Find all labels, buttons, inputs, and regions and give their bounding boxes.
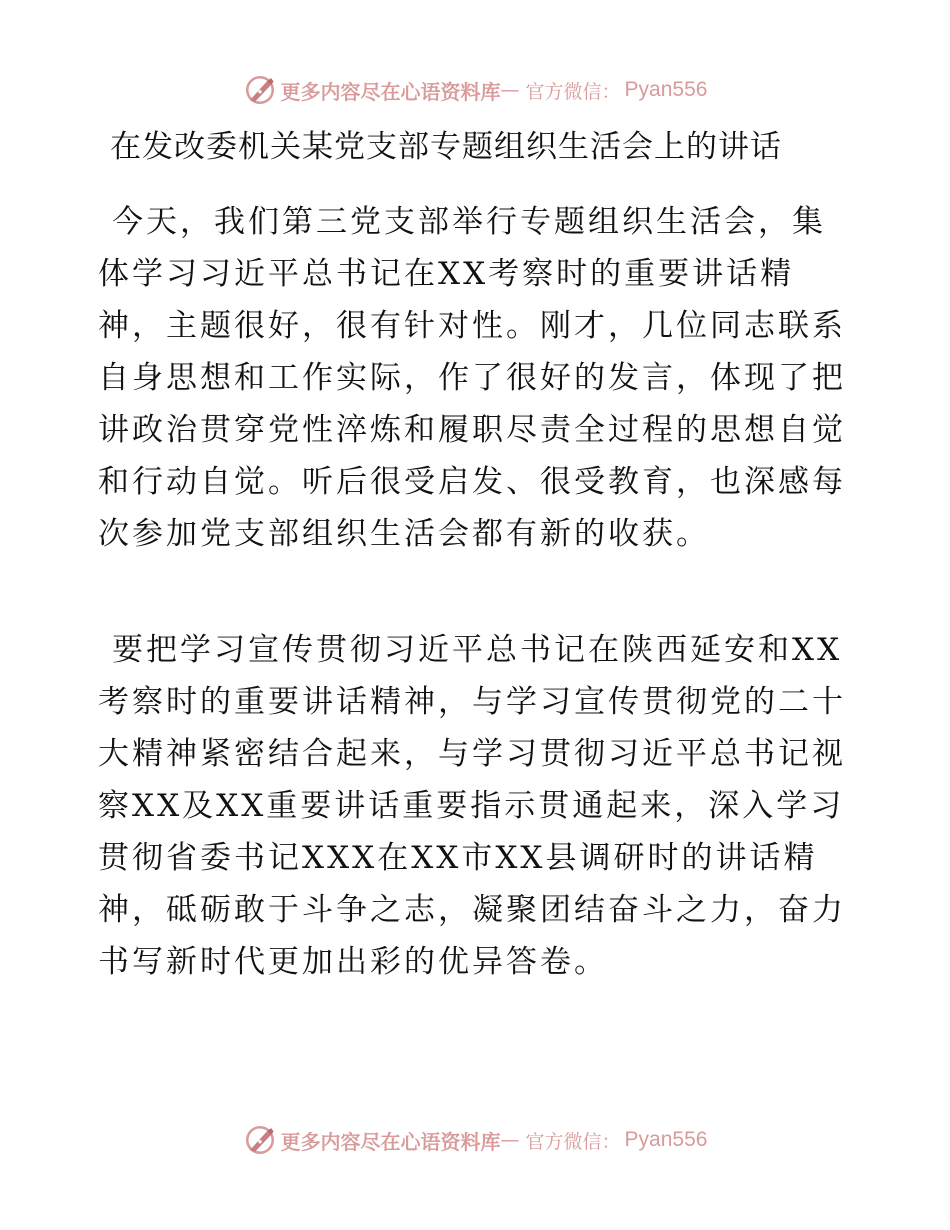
- banner-separator: —: [500, 79, 520, 101]
- banner-wechat-id: Pyan556: [624, 1128, 708, 1151]
- document-title: 在发改委机关某党支部专题组织生活会上的讲话: [110, 129, 782, 165]
- banner-wechat-label: 官方微信：: [525, 80, 621, 103]
- body-paragraph: 要把学习宣传贯彻习近平总书记在陕西延安和XX考察时的重要讲话精神，与学习宣传贯彻党的二十大精神紧密结合起来，与学习贯彻习近平总书记视察XX及XX重要讲话重要指示贯通起来，深入学习贯彻省委书记XXX在XX市XX县调研时的讲话精神，砥砺敢于斗争之志，凝聚团结奋斗之力，奋力书写新时代更加出彩的优异答卷。: [98, 632, 846, 980]
- banner-main-text: 更多内容尽在心语资料库: [280, 1129, 501, 1154]
- banner-wechat-label: 官方微信：: [525, 1130, 621, 1153]
- header-banner: [0, 70, 950, 110]
- banner-separator: —: [500, 1129, 520, 1151]
- banner-wechat-id: Pyan556: [624, 78, 708, 101]
- banner-main-text: 更多内容尽在心语资料库: [280, 79, 501, 104]
- body-paragraph: 今天，我们第三党支部举行专题组织生活会，集体学习习近平总书记在XX考察时的重要讲话精神，主题很好，很有针对性。刚才，几位同志联系自身思想和工作实际，作了很好的发言，体现了把讲政治贯穿党性淬炼和履职尽责全过程的思想自觉和行动自觉。听后很受启发、很受教育，也深感每次参加党支部组织生活会都有新的收获。: [98, 204, 846, 552]
- footer-banner: [0, 1120, 950, 1160]
- pen-nib-logo-icon: [243, 1123, 277, 1157]
- pen-nib-logo-icon: [243, 73, 277, 107]
